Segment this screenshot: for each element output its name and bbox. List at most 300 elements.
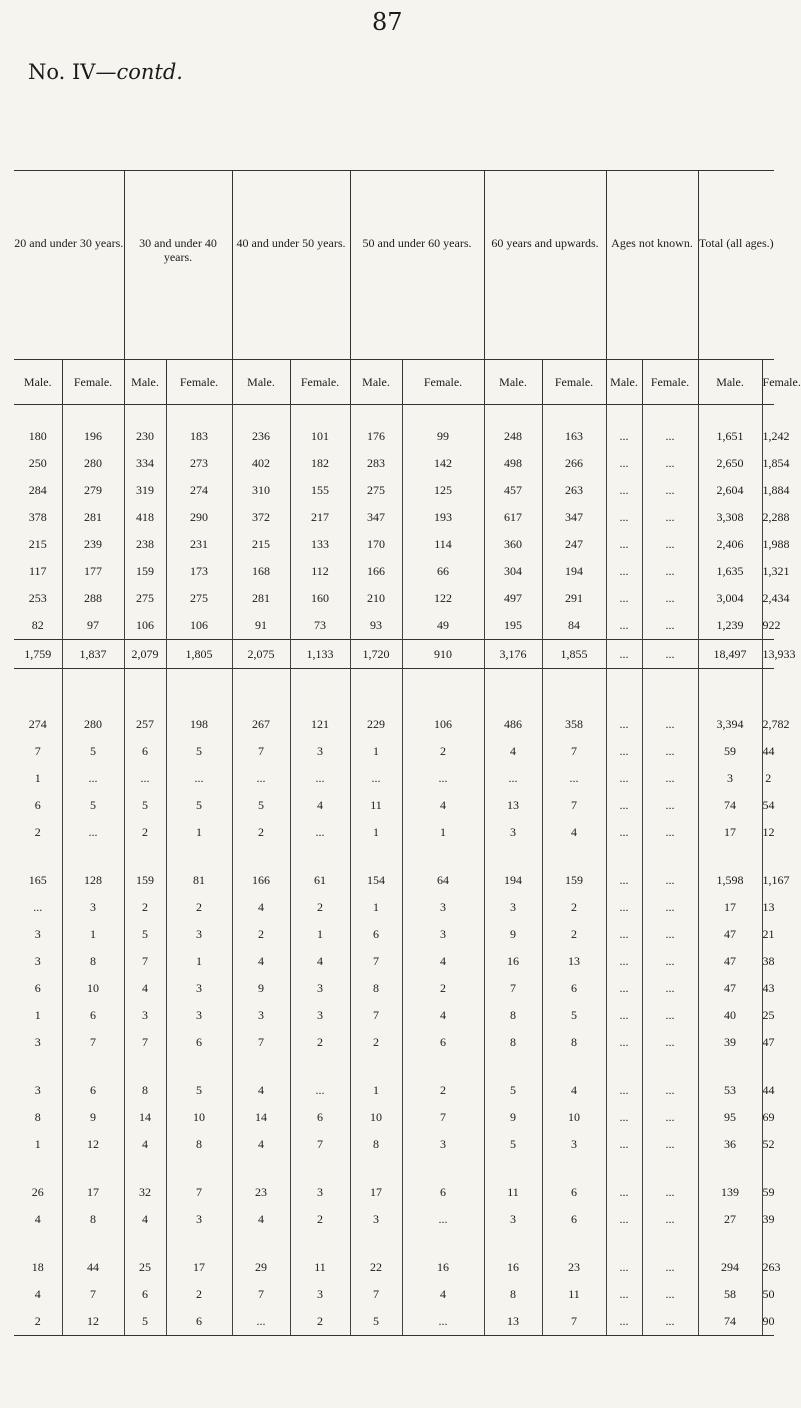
table-cell: 4: [402, 948, 484, 975]
table-cell: 3,394: [698, 711, 762, 738]
table-cell: 288: [62, 585, 124, 612]
table-cell: ...: [606, 558, 642, 585]
table-cell: 4: [402, 1281, 484, 1308]
table-cell: 194: [484, 867, 542, 894]
section-spacer: [14, 690, 774, 711]
table-cell: 44: [762, 1077, 774, 1104]
table-row: [14, 1077, 774, 1104]
table-cell: 114: [402, 531, 484, 558]
table-cell: 53: [698, 1077, 762, 1104]
table-cell: ...: [290, 765, 350, 792]
table-row: [14, 1029, 774, 1056]
table-cell: 177: [62, 558, 124, 585]
section-spacer: [14, 1233, 774, 1254]
table-cell: 93: [350, 612, 402, 640]
table-cell: 6: [290, 1104, 350, 1131]
table-cell: 121: [290, 711, 350, 738]
table-cell: 2,650: [698, 450, 762, 477]
table-cell: 1,598: [698, 867, 762, 894]
table-cell: 304: [484, 558, 542, 585]
table-cell: ...: [290, 1077, 350, 1104]
table-cell: 4: [290, 792, 350, 819]
table-cell: 8: [350, 975, 402, 1002]
table-cell: ...: [642, 1131, 698, 1158]
table-cell: ...: [606, 765, 642, 792]
table-cell: ...: [606, 1308, 642, 1336]
table-cell: 22: [350, 1254, 402, 1281]
table-cell: ...: [606, 612, 642, 640]
table-cell: 7: [402, 1104, 484, 1131]
table-cell: 8: [542, 1029, 606, 1056]
table-cell: 2: [124, 819, 166, 846]
table-cell: 159: [124, 558, 166, 585]
table-cell: 122: [402, 585, 484, 612]
table-cell: 90: [762, 1308, 774, 1336]
table-cell: 274: [28, 717, 47, 731]
table-cell: 1: [34, 1137, 41, 1151]
table-cell: 5: [166, 738, 232, 765]
table-cell: ...: [642, 1254, 698, 1281]
table-cell: ...: [642, 738, 698, 765]
table-cell: 294: [698, 1254, 762, 1281]
table-cell: 17: [698, 894, 762, 921]
table-cell: 1,239: [698, 612, 762, 640]
table-cell: 310: [232, 477, 290, 504]
table-cell: ...: [232, 1308, 290, 1336]
female-column-header: Female.: [642, 360, 698, 405]
table-cell: 142: [402, 450, 484, 477]
table-cell: 17: [62, 1179, 124, 1206]
table-cell: 81: [166, 867, 232, 894]
table-cell: 2: [232, 819, 290, 846]
section-spacer: [14, 1056, 774, 1077]
table-row: [14, 819, 774, 846]
table-cell: 4: [402, 1002, 484, 1029]
table-cell: 3: [698, 765, 762, 792]
section-spacer: [14, 669, 774, 691]
table-cell: ...: [606, 1254, 642, 1281]
table-cell: 247: [542, 531, 606, 558]
table-cell: 7: [124, 1029, 166, 1056]
table-row: [14, 450, 774, 477]
table-cell: 257: [124, 711, 166, 738]
table-cell: 266: [542, 450, 606, 477]
table-cell: 106: [166, 612, 232, 640]
table-row: [14, 612, 774, 640]
table-cell: 217: [290, 504, 350, 531]
age-group-header: 30 and under 40 years.: [124, 171, 232, 360]
table-cell: 8: [62, 948, 124, 975]
table-cell: 922: [762, 612, 774, 640]
table-cell: 290: [166, 504, 232, 531]
male-column-header: Male.: [124, 360, 166, 405]
table-cell: 9: [62, 1104, 124, 1131]
table-cell: 4: [232, 1131, 290, 1158]
table-cell: 2: [290, 1308, 350, 1336]
table-cell: 27: [698, 1206, 762, 1233]
table-cell: 5: [124, 921, 166, 948]
table-cell: 231: [166, 531, 232, 558]
female-column-header: Female.: [290, 360, 350, 405]
table-cell: 1: [350, 1077, 402, 1104]
table-cell: 69: [762, 1104, 774, 1131]
table-cell: 9: [484, 1104, 542, 1131]
table-cell: 4: [124, 975, 166, 1002]
table-cell: 3: [290, 975, 350, 1002]
table-cell: 9: [232, 975, 290, 1002]
table-cell: 2,782: [762, 711, 774, 738]
table-cell: ...: [606, 1002, 642, 1029]
table-cell: ...: [606, 1179, 642, 1206]
female-column-header: Female.: [62, 360, 124, 405]
table-cell: 6: [34, 981, 41, 995]
table-cell: 170: [350, 531, 402, 558]
table-row: [14, 711, 774, 738]
table-cell: 74: [698, 792, 762, 819]
table-cell: 7: [34, 744, 41, 758]
table-cell: 3: [542, 1131, 606, 1158]
table-cell: 4: [232, 1077, 290, 1104]
table-cell: 139: [698, 1179, 762, 1206]
table-cell: 1,635: [698, 558, 762, 585]
table-cell: 8: [484, 1002, 542, 1029]
table-cell: 2: [290, 894, 350, 921]
table-cell: 13: [762, 894, 774, 921]
table-cell: 47: [698, 948, 762, 975]
female-column-header: Female.: [762, 360, 774, 405]
table-cell: 18: [31, 1260, 44, 1274]
table-cell: ...: [642, 975, 698, 1002]
table-cell: 54: [762, 792, 774, 819]
table-cell: 4: [402, 792, 484, 819]
table-cell: 284: [28, 483, 47, 497]
table-cell: 1,651: [698, 423, 762, 450]
table-cell: ...: [33, 900, 43, 914]
table-cell: 40: [698, 1002, 762, 1029]
table-cell: 47: [698, 921, 762, 948]
table-cell: 3: [124, 1002, 166, 1029]
table-cell: ...: [642, 921, 698, 948]
table-row: [14, 1281, 774, 1308]
table-cell: ...: [642, 450, 698, 477]
table-cell: 275: [166, 585, 232, 612]
table-row: [14, 792, 774, 819]
table-cell: ...: [606, 1281, 642, 1308]
table-cell: 3: [290, 1281, 350, 1308]
table-cell: 236: [232, 423, 290, 450]
table-cell: 2: [402, 1077, 484, 1104]
female-column-header: Female.: [402, 360, 484, 405]
table-cell: 173: [166, 558, 232, 585]
table-cell: 11: [350, 792, 402, 819]
table-cell: 7: [62, 1281, 124, 1308]
table-cell: ...: [62, 819, 124, 846]
table-cell: 59: [698, 738, 762, 765]
table-cell: 84: [542, 612, 606, 640]
table-cell: 1,133: [290, 640, 350, 669]
table-row: [14, 1131, 774, 1158]
table-cell: 263: [542, 477, 606, 504]
table-cell: 319: [124, 477, 166, 504]
table-row: [14, 1308, 774, 1336]
table-cell: 1,759: [14, 640, 62, 669]
table-cell: 12: [62, 1131, 124, 1158]
table-cell: 6: [166, 1029, 232, 1056]
table-cell: 250: [28, 456, 47, 470]
table-cell: ...: [606, 531, 642, 558]
table-cell: 6: [166, 1308, 232, 1336]
table-cell: 16: [484, 1254, 542, 1281]
table-cell: ...: [642, 477, 698, 504]
table-cell: 6: [542, 1206, 606, 1233]
table-cell: 283: [350, 450, 402, 477]
table-cell: 3,176: [484, 640, 542, 669]
table-cell: 8: [484, 1029, 542, 1056]
male-column-header: Male.: [14, 360, 62, 405]
table-cell: ...: [606, 585, 642, 612]
table-cell: 6: [124, 738, 166, 765]
table-cell: 50: [762, 1281, 774, 1308]
table-cell: 5: [62, 738, 124, 765]
table-cell: 17: [698, 819, 762, 846]
table-cell: 1,321: [762, 558, 774, 585]
table-cell: ...: [606, 711, 642, 738]
age-group-header: 40 and under 50 years.: [232, 171, 350, 360]
table-cell: ...: [606, 948, 642, 975]
table-cell: 193: [402, 504, 484, 531]
table-row: [14, 765, 774, 792]
table-cell: 248: [484, 423, 542, 450]
table-cell: 8: [124, 1077, 166, 1104]
table-cell: 3,308: [698, 504, 762, 531]
table-cell: ...: [642, 612, 698, 640]
table-cell: 155: [290, 477, 350, 504]
table-cell: 3: [350, 1206, 402, 1233]
table-cell: 36: [698, 1131, 762, 1158]
table-cell: 5: [166, 792, 232, 819]
table-cell: 17: [166, 1254, 232, 1281]
table-cell: 1: [350, 894, 402, 921]
table-cell: 25: [124, 1254, 166, 1281]
table-cell: 8: [350, 1131, 402, 1158]
table-cell: 7: [62, 1029, 124, 1056]
table-cell: 3: [290, 1002, 350, 1029]
table-cell: 230: [124, 423, 166, 450]
page-number: 87: [372, 8, 403, 36]
table-cell: 133: [290, 531, 350, 558]
table-cell: 3: [34, 927, 41, 941]
table-cell: ...: [124, 765, 166, 792]
table-cell: 8: [484, 1281, 542, 1308]
table-cell: 6: [62, 1077, 124, 1104]
table-cell: 183: [166, 423, 232, 450]
table-cell: ...: [606, 477, 642, 504]
table-cell: 7: [232, 1281, 290, 1308]
table-row: [14, 921, 774, 948]
table-cell: ...: [542, 765, 606, 792]
female-column-header: Female.: [166, 360, 232, 405]
table-cell: ...: [642, 1104, 698, 1131]
table-cell: 2: [34, 825, 41, 839]
table-cell: ...: [606, 921, 642, 948]
table-cell: ...: [642, 1179, 698, 1206]
table-cell: 2: [402, 975, 484, 1002]
heading-prefix: No. IV: [28, 60, 96, 84]
table-cell: 74: [698, 1308, 762, 1336]
table-cell: 7: [350, 1002, 402, 1029]
table-cell: 7: [542, 738, 606, 765]
age-group-header: 60 years and upwards.: [484, 171, 606, 360]
table-cell: 2: [402, 738, 484, 765]
table-cell: 6: [402, 1029, 484, 1056]
table-cell: 49: [402, 612, 484, 640]
table-cell: 9: [484, 921, 542, 948]
table-header: [14, 171, 801, 405]
table-cell: ...: [402, 1308, 484, 1336]
table-cell: ...: [642, 1281, 698, 1308]
table-cell: 99: [402, 423, 484, 450]
table-cell: 23: [542, 1254, 606, 1281]
table-cell: 13,933: [762, 640, 774, 669]
table-cell: ...: [606, 975, 642, 1002]
table-cell: 101: [290, 423, 350, 450]
table-cell: 47: [762, 1029, 774, 1056]
age-group-header: 20 and under 30 years.: [14, 171, 124, 360]
table-cell: 1,854: [762, 450, 774, 477]
table-cell: 44: [762, 738, 774, 765]
table-cell: 8: [166, 1131, 232, 1158]
table-row: [14, 558, 774, 585]
table-cell: 1: [166, 819, 232, 846]
table-cell: 210: [350, 585, 402, 612]
age-distribution-table: [14, 170, 801, 1336]
table-cell: 47: [698, 975, 762, 1002]
table-cell: 7: [166, 1179, 232, 1206]
table-cell: 486: [484, 711, 542, 738]
table-cell: 3: [62, 894, 124, 921]
table-cell: 5: [350, 1308, 402, 1336]
table-row: [14, 585, 774, 612]
table-cell: 2,288: [762, 504, 774, 531]
table-cell: 14: [232, 1104, 290, 1131]
table-row: [14, 948, 774, 975]
table-cell: 1,805: [166, 640, 232, 669]
male-column-header: Male.: [698, 360, 762, 405]
age-group-header: Ages not known.: [606, 171, 698, 360]
table-cell: 3: [166, 975, 232, 1002]
table-cell: ...: [642, 867, 698, 894]
table-cell: 95: [698, 1104, 762, 1131]
table-cell: 117: [28, 564, 47, 578]
table-cell: 457: [484, 477, 542, 504]
table-cell: 128: [62, 867, 124, 894]
table-cell: 182: [290, 450, 350, 477]
table-cell: 39: [762, 1206, 774, 1233]
table-cell: ...: [484, 765, 542, 792]
table-cell: 10: [350, 1104, 402, 1131]
table-cell: ...: [642, 1308, 698, 1336]
table-cell: 11: [484, 1179, 542, 1206]
table-cell: ...: [290, 819, 350, 846]
section-spacer: [14, 405, 774, 424]
table-row: [14, 738, 774, 765]
table-cell: 7: [232, 1029, 290, 1056]
table-cell: ...: [402, 765, 484, 792]
table-cell: 176: [350, 423, 402, 450]
table-cell: 5: [166, 1077, 232, 1104]
table-cell: ...: [606, 1206, 642, 1233]
table-cell: 5: [232, 792, 290, 819]
table-cell: ...: [642, 792, 698, 819]
table-cell: 3: [290, 1179, 350, 1206]
table-cell: ...: [606, 450, 642, 477]
male-column-header: Male.: [350, 360, 402, 405]
table-cell: 26: [31, 1185, 44, 1199]
table-cell: ...: [642, 894, 698, 921]
table-cell: ...: [642, 504, 698, 531]
table-cell: 18,497: [698, 640, 762, 669]
table-cell: 112: [290, 558, 350, 585]
table-cell: 2: [232, 921, 290, 948]
table-cell: ...: [642, 765, 698, 792]
male-column-header: Male.: [484, 360, 542, 405]
table-cell: 12: [62, 1308, 124, 1336]
table-cell: 372: [232, 504, 290, 531]
table-cell: 159: [542, 867, 606, 894]
table-cell: 280: [62, 450, 124, 477]
table-cell: 1,720: [350, 640, 402, 669]
table-cell: 196: [62, 423, 124, 450]
table-cell: ...: [606, 894, 642, 921]
table-cell: 274: [166, 477, 232, 504]
table-cell: 215: [28, 537, 47, 551]
male-column-header: Male.: [232, 360, 290, 405]
table-row: [14, 531, 774, 558]
table-cell: 1: [62, 921, 124, 948]
table-cell: 418: [124, 504, 166, 531]
table-cell: 10: [62, 975, 124, 1002]
table-cell: 195: [484, 612, 542, 640]
table-cell: 4: [232, 948, 290, 975]
table-cell: 334: [124, 450, 166, 477]
table-cell: 267: [232, 711, 290, 738]
table-row: [14, 1254, 774, 1281]
age-group-header: 50 and under 60 years.: [350, 171, 484, 360]
table-cell: 6: [542, 1179, 606, 1206]
table-cell: 910: [402, 640, 484, 669]
table-cell: 11: [290, 1254, 350, 1281]
table-cell: 82: [31, 618, 44, 632]
table-cell: 2: [124, 894, 166, 921]
table-cell: 1,855: [542, 640, 606, 669]
table-cell: 3: [166, 921, 232, 948]
table-cell: 44: [62, 1254, 124, 1281]
table-cell: ...: [606, 819, 642, 846]
table-cell: 1: [34, 771, 41, 785]
table-cell: 7: [350, 948, 402, 975]
table-cell: 8: [62, 1206, 124, 1233]
table-cell: 2: [542, 894, 606, 921]
table-cell: 4: [232, 894, 290, 921]
table-cell: 166: [232, 867, 290, 894]
table-cell: 291: [542, 585, 606, 612]
table-cell: 7: [484, 975, 542, 1002]
table-cell: ...: [642, 1077, 698, 1104]
table-cell: 194: [542, 558, 606, 585]
table-row: [14, 1206, 774, 1233]
table-cell: 4: [232, 1206, 290, 1233]
table-cell: ...: [606, 640, 642, 669]
